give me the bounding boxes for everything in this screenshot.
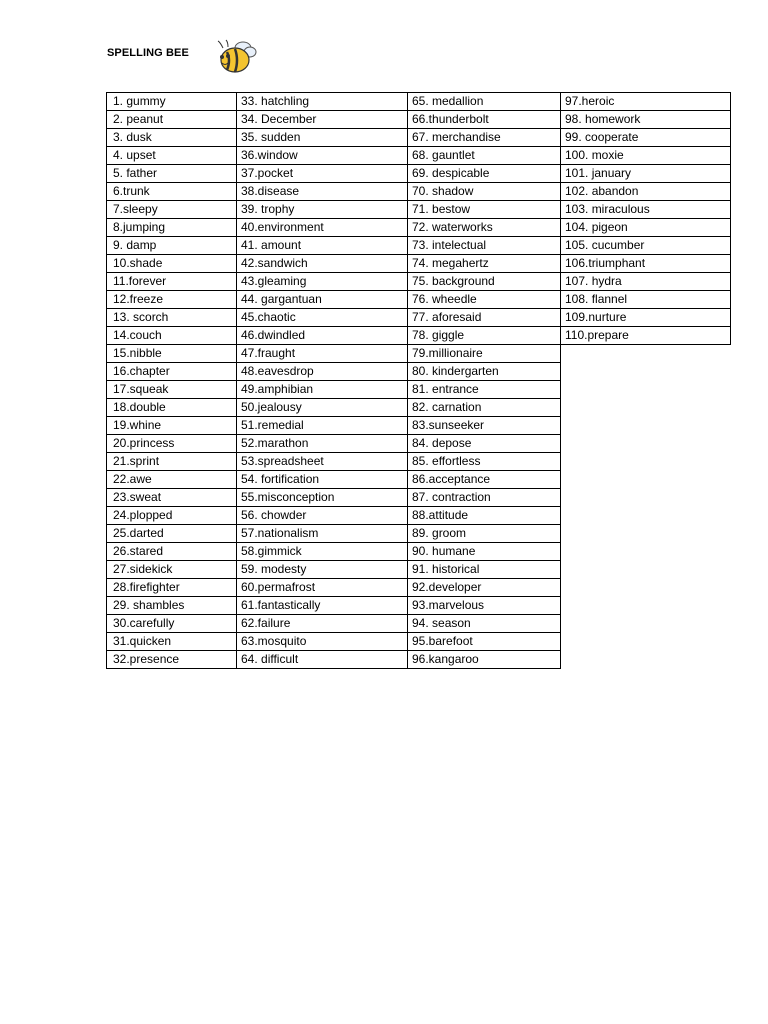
- word-cell: 78. giggle: [406, 327, 560, 345]
- table-row: [107, 111, 237, 129]
- word-cell: 100. moxie: [559, 147, 730, 165]
- table-row: [406, 489, 560, 507]
- word-cell: 74. megahertz: [406, 255, 560, 273]
- word-cell: 90. humane: [406, 543, 560, 561]
- word-cell: 35. sudden: [235, 129, 407, 147]
- table-row: [107, 615, 237, 633]
- table-row: [406, 111, 560, 129]
- table-row: [406, 363, 560, 381]
- word-cell: 69. despicable: [406, 165, 560, 183]
- word-cell: 27.sidekick: [107, 561, 237, 579]
- word-cell: 8.jumping: [107, 219, 237, 237]
- table-row: [406, 147, 560, 165]
- word-cell: 56. chowder: [235, 507, 407, 525]
- word-cell: 7.sleepy: [107, 201, 237, 219]
- word-cell: 91. historical: [406, 561, 560, 579]
- word-column-1: [106, 92, 237, 669]
- table-row: [107, 561, 237, 579]
- table-row: [406, 237, 560, 255]
- table-row: [559, 309, 730, 327]
- word-cell: 29. shambles: [107, 597, 237, 615]
- word-cell: 39. trophy: [235, 201, 407, 219]
- table-row: [406, 255, 560, 273]
- word-cell: 92.developer: [406, 579, 560, 597]
- table-row: [107, 201, 237, 219]
- table-row: [406, 165, 560, 183]
- table-row: [235, 597, 407, 615]
- word-cell: 52.marathon: [235, 435, 407, 453]
- table-row: [107, 507, 237, 525]
- table-row: [406, 633, 560, 651]
- word-cell: 33. hatchling: [235, 93, 407, 111]
- table-row: [406, 453, 560, 471]
- word-cell: 38.disease: [235, 183, 407, 201]
- word-cell: 61.fantastically: [235, 597, 407, 615]
- word-cell: 4. upset: [107, 147, 237, 165]
- word-cell: 28.firefighter: [107, 579, 237, 597]
- word-cell: 105. cucumber: [559, 237, 730, 255]
- table-row: [406, 543, 560, 561]
- word-cell: 54. fortification: [235, 471, 407, 489]
- table-row: [406, 417, 560, 435]
- table-row: [406, 471, 560, 489]
- word-cell: 72. waterworks: [406, 219, 560, 237]
- word-cell: 22.awe: [107, 471, 237, 489]
- table-row: [406, 309, 560, 327]
- table-row: [235, 579, 407, 597]
- table-row: [107, 291, 237, 309]
- word-cell: 26.stared: [107, 543, 237, 561]
- word-cell: 14.couch: [107, 327, 237, 345]
- table-row: [235, 327, 407, 345]
- table-row: [107, 525, 237, 543]
- word-cell: 13. scorch: [107, 309, 237, 327]
- word-cell: 106.triumphant: [559, 255, 730, 273]
- word-cell: 20.princess: [107, 435, 237, 453]
- table-row: [107, 273, 237, 291]
- word-cell: 93.marvelous: [406, 597, 560, 615]
- table-row: [235, 183, 407, 201]
- table-row: [235, 417, 407, 435]
- word-cell: 107. hydra: [559, 273, 730, 291]
- table-row: [107, 129, 237, 147]
- word-cell: 46.dwindled: [235, 327, 407, 345]
- table-row: [235, 219, 407, 237]
- word-cell: 103. miraculous: [559, 201, 730, 219]
- table-row: [235, 633, 407, 651]
- word-cell: 76. wheedle: [406, 291, 560, 309]
- word-cell: 16.chapter: [107, 363, 237, 381]
- table-row: [406, 219, 560, 237]
- word-cell: 66.thunderbolt: [406, 111, 560, 129]
- word-cell: 42.sandwich: [235, 255, 407, 273]
- word-cell: 86.acceptance: [406, 471, 560, 489]
- table-row: [235, 93, 407, 111]
- table-row: [406, 327, 560, 345]
- table-row: [107, 255, 237, 273]
- word-cell: 23.sweat: [107, 489, 237, 507]
- bee-icon: [213, 38, 259, 76]
- word-cell: 79.millionaire: [406, 345, 560, 363]
- word-cell: 57.nationalism: [235, 525, 407, 543]
- word-cell: 53.spreadsheet: [235, 453, 407, 471]
- word-cell: 9. damp: [107, 237, 237, 255]
- word-cell: 50.jealousy: [235, 399, 407, 417]
- word-cell: 75. background: [406, 273, 560, 291]
- table-row: [406, 381, 560, 399]
- word-cell: 47.fraught: [235, 345, 407, 363]
- table-row: [559, 183, 730, 201]
- word-cell: 21.sprint: [107, 453, 237, 471]
- word-cell: 49.amphibian: [235, 381, 407, 399]
- word-cell: 30.carefully: [107, 615, 237, 633]
- word-cell: 89. groom: [406, 525, 560, 543]
- table-row: [107, 399, 237, 417]
- table-row: [235, 615, 407, 633]
- word-cell: 80. kindergarten: [406, 363, 560, 381]
- word-cell: 62.failure: [235, 615, 407, 633]
- word-cell: 5. father: [107, 165, 237, 183]
- table-row: [107, 237, 237, 255]
- table-row: [406, 129, 560, 147]
- table-row: [235, 525, 407, 543]
- word-cell: 99. cooperate: [559, 129, 730, 147]
- word-cell: 6.trunk: [107, 183, 237, 201]
- word-cell: 24.plopped: [107, 507, 237, 525]
- word-cell: 51.remedial: [235, 417, 407, 435]
- table-row: [235, 291, 407, 309]
- word-cell: 84. depose: [406, 435, 560, 453]
- word-cell: 40.environment: [235, 219, 407, 237]
- word-cell: 82. carnation: [406, 399, 560, 417]
- word-column-3: [406, 92, 561, 669]
- table-row: [107, 435, 237, 453]
- table-row: [235, 507, 407, 525]
- word-cell: 31.quicken: [107, 633, 237, 651]
- word-cell: 101. january: [559, 165, 730, 183]
- word-cell: 11.forever: [107, 273, 237, 291]
- table-row: [235, 201, 407, 219]
- table-row: [235, 651, 407, 669]
- table-row: [559, 291, 730, 309]
- table-row: [107, 471, 237, 489]
- table-row: [107, 417, 237, 435]
- word-cell: 109.nurture: [559, 309, 730, 327]
- word-cell: 17.squeak: [107, 381, 237, 399]
- table-row: [107, 309, 237, 327]
- table-row: [559, 165, 730, 183]
- table-row: [107, 489, 237, 507]
- table-row: [107, 165, 237, 183]
- word-cell: 44. gargantuan: [235, 291, 407, 309]
- table-row: [406, 345, 560, 363]
- table-row: [107, 327, 237, 345]
- word-cell: 94. season: [406, 615, 560, 633]
- table-row: [107, 543, 237, 561]
- word-cell: 95.barefoot: [406, 633, 560, 651]
- table-row: [107, 363, 237, 381]
- word-column-2: [235, 92, 408, 669]
- table-row: [406, 597, 560, 615]
- word-cell: 77. aforesaid: [406, 309, 560, 327]
- word-cell: 102. abandon: [559, 183, 730, 201]
- table-row: [235, 543, 407, 561]
- word-cell: 3. dusk: [107, 129, 237, 147]
- table-row: [235, 147, 407, 165]
- word-cell: 43.gleaming: [235, 273, 407, 291]
- table-row: [235, 489, 407, 507]
- word-cell: 58.gimmick: [235, 543, 407, 561]
- table-row: [107, 219, 237, 237]
- table-row: [559, 147, 730, 165]
- word-cell: 1. gummy: [107, 93, 237, 111]
- word-cell: 85. effortless: [406, 453, 560, 471]
- table-row: [406, 579, 560, 597]
- table-row: [107, 597, 237, 615]
- table-row: [559, 327, 730, 345]
- table-row: [235, 453, 407, 471]
- word-cell: 41. amount: [235, 237, 407, 255]
- word-cell: 59. modesty: [235, 561, 407, 579]
- word-cell: 81. entrance: [406, 381, 560, 399]
- table-row: [406, 273, 560, 291]
- word-cell: 96.kangaroo: [406, 651, 560, 669]
- table-row: [559, 255, 730, 273]
- word-cell: 36.window: [235, 147, 407, 165]
- table-row: [107, 183, 237, 201]
- word-cell: 2. peanut: [107, 111, 237, 129]
- table-row: [107, 579, 237, 597]
- table-row: [406, 291, 560, 309]
- word-cell: 19.whine: [107, 417, 237, 435]
- word-cell: 97.heroic: [559, 93, 730, 111]
- table-row: [559, 93, 730, 111]
- table-row: [235, 561, 407, 579]
- word-cell: 83.sunseeker: [406, 417, 560, 435]
- table-row: [235, 399, 407, 417]
- word-cell: 67. merchandise: [406, 129, 560, 147]
- table-row: [107, 633, 237, 651]
- table-row: [235, 363, 407, 381]
- table-row: [406, 435, 560, 453]
- table-row: [107, 453, 237, 471]
- table-row: [235, 237, 407, 255]
- table-row: [559, 201, 730, 219]
- table-row: [406, 561, 560, 579]
- table-row: [235, 273, 407, 291]
- table-row: [235, 111, 407, 129]
- table-row: [107, 147, 237, 165]
- word-cell: 60.permafrost: [235, 579, 407, 597]
- word-cell: 64. difficult: [235, 651, 407, 669]
- table-row: [406, 525, 560, 543]
- word-cell: 108. flannel: [559, 291, 730, 309]
- table-row: [406, 201, 560, 219]
- table-row: [235, 309, 407, 327]
- word-cell: 18.double: [107, 399, 237, 417]
- table-row: [235, 345, 407, 363]
- word-column-4: [559, 92, 731, 345]
- table-row: [107, 93, 237, 111]
- table-row: [235, 435, 407, 453]
- page-title: SPELLING BEE: [107, 47, 189, 59]
- table-row: [559, 273, 730, 291]
- word-cell: 25.darted: [107, 525, 237, 543]
- table-row: [107, 345, 237, 363]
- word-cell: 73. intelectual: [406, 237, 560, 255]
- table-row: [235, 471, 407, 489]
- table-row: [235, 255, 407, 273]
- word-cell: 48.eavesdrop: [235, 363, 407, 381]
- table-row: [559, 237, 730, 255]
- table-row: [406, 507, 560, 525]
- table-row: [406, 183, 560, 201]
- table-row: [235, 129, 407, 147]
- word-cell: 98. homework: [559, 111, 730, 129]
- table-row: [406, 399, 560, 417]
- table-row: [235, 165, 407, 183]
- word-cell: 63.mosquito: [235, 633, 407, 651]
- word-cell: 87. contraction: [406, 489, 560, 507]
- table-row: [406, 615, 560, 633]
- table-row: [406, 93, 560, 111]
- word-cell: 10.shade: [107, 255, 237, 273]
- table-row: [107, 381, 237, 399]
- table-row: [559, 129, 730, 147]
- word-cell: 45.chaotic: [235, 309, 407, 327]
- word-cell: 55.misconception: [235, 489, 407, 507]
- table-row: [559, 219, 730, 237]
- word-cell: 110.prepare: [559, 327, 730, 345]
- word-cell: 70. shadow: [406, 183, 560, 201]
- word-cell: 71. bestow: [406, 201, 560, 219]
- word-cell: 37.pocket: [235, 165, 407, 183]
- table-row: [235, 381, 407, 399]
- table-row: [406, 651, 560, 669]
- table-row: [559, 111, 730, 129]
- table-row: [107, 651, 237, 669]
- word-cell: 104. pigeon: [559, 219, 730, 237]
- word-cell: 68. gauntlet: [406, 147, 560, 165]
- word-cell: 15.nibble: [107, 345, 237, 363]
- word-cell: 34. December: [235, 111, 407, 129]
- word-cell: 32.presence: [107, 651, 237, 669]
- word-cell: 65. medallion: [406, 93, 560, 111]
- word-cell: 12.freeze: [107, 291, 237, 309]
- word-cell: 88.attitude: [406, 507, 560, 525]
